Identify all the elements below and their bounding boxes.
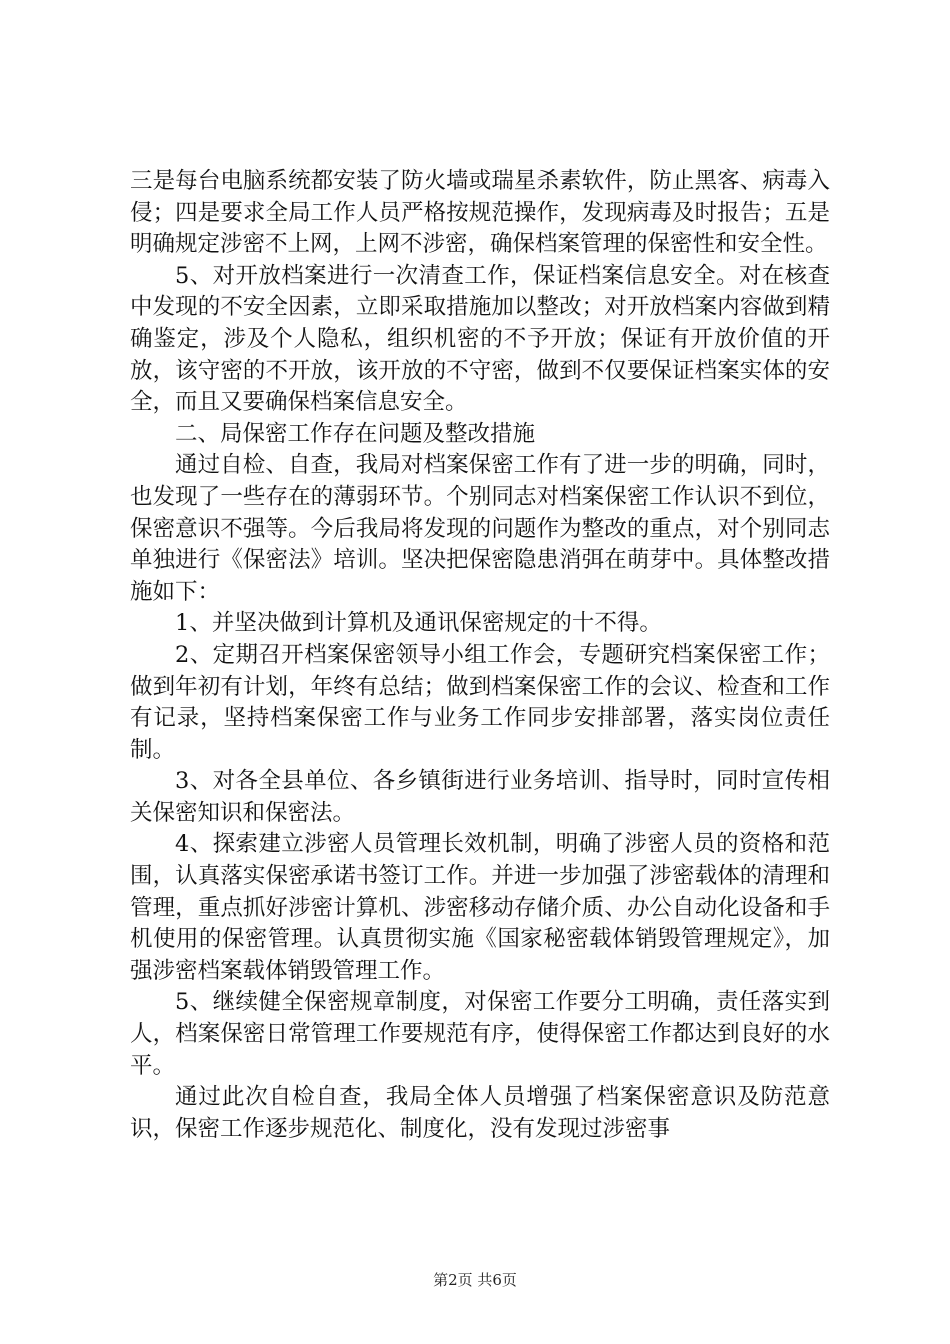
paragraph-item-5-open-archives: 5、对开放档案进行一次清查工作，保证档案信息安全。对在核查中发现的不安全因素，立即采取措施加以整改；对开放档案内容做到精确鉴定，涉及个人隐私，组织机密的不予开放；保证有开放价值的开放，该守密的不开放，该开放的不守密，做到不仅要保证档案实体的安全，而且又要确保档案信息安全。 xyxy=(130,262,830,416)
paragraph-self-inspection: 通过自检、自查，我局对档案保密工作有了进一步的明确，同时，也发现了一些存在的薄弱环节。个别同志对档案保密工作认识不到位，保密意识不强等。今后我局将发现的问题作为整改的重点，对个别同志单独进行《保密法》培训。坚决把保密隐患消弭在萌芽中。具体整改措施如下： xyxy=(130,452,830,605)
document-body xyxy=(130,166,830,1145)
paragraph-measure-1: 1、并坚决做到计算机及通讯保密规定的十不得。 xyxy=(175,610,662,637)
paragraph-measure-3: 3、对各全县单位、各乡镇街进行业务培训、指导时，同时宣传相关保密知识和保密法。 xyxy=(130,768,830,826)
section-heading-problems: 二、局保密工作存在问题及整改措施 xyxy=(175,420,536,447)
paragraph-continuation: 三是每台电脑系统都安装了防火墙或瑞星杀素软件，防止黑客、病毒入侵；四是要求全局工作人员严格按规范操作，发现病毒及时报告；五是明确规定涉密不上网，上网不涉密，确保档案管理的保密性和安全性。 xyxy=(130,168,830,258)
paragraph-measure-5: 5、继续健全保密规章制度，对保密工作要分工明确，责任落实到人，档案保密日常管理工作要规范有序，使得保密工作都达到良好的水平。 xyxy=(130,989,830,1079)
page-number-footer: 第2页 共6页 xyxy=(433,1271,517,1289)
paragraph-measure-2: 2、定期召开档案保密领导小组工作会，专题研究档案保密工作；做到年初有计划，年终有总结；做到档案保密工作的会议、检查和工作有记录，坚持档案保密工作与业务工作同步安排部署，落实岗位责任制。 xyxy=(130,641,830,763)
paragraph-measure-4: 4、探索建立涉密人员管理长效机制，明确了涉密人员的资格和范围，认真落实保密承诺书签订工作。并进一步加强了涉密载体的清理和管理，重点抓好涉密计算机、涉密移动存储介质、办公自动化设备和手机使用的保密管理。认真贯彻实施《国家秘密载体销毁管理规定》，加强涉密档案载体销毁管理工作。 xyxy=(130,831,830,984)
paragraph-conclusion: 通过此次自检自查，我局全体人员增强了档案保密意识及防范意识，保密工作逐步规范化、制度化，没有发现过涉密事 xyxy=(130,1084,830,1142)
